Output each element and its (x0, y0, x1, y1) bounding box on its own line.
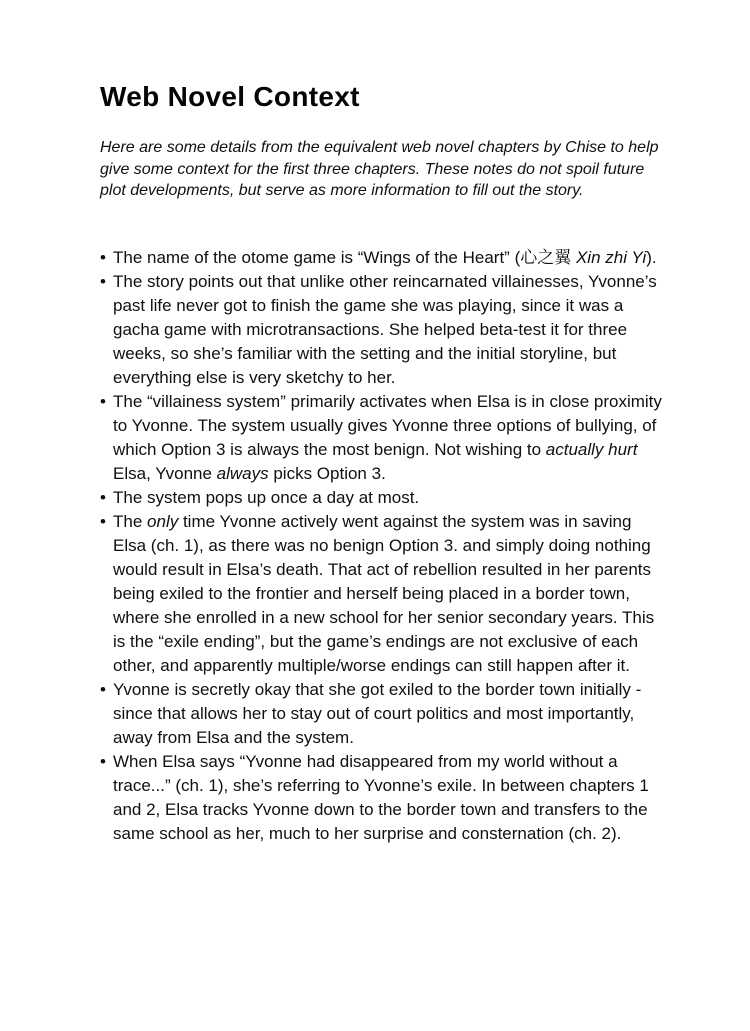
text-segment: time Yvonne actively went against the system was in saving Elsa (ch. 1), as there was no benign Option 3. and simply doing nothing would result in Elsa’s death. That act of rebellion resulted in her parents being exiled to the frontier and herself being placed in a border town, where she enrolled in a new school for her senior secondary years. This is the “exile ending”, but the game’s endings are not exclusive of each other, and apparently multiple/worse endings can still happen after it. (113, 511, 655, 675)
list-item (100, 270, 662, 390)
italic-text-segment: actually hurt (545, 439, 638, 459)
text-segment: The (113, 511, 148, 531)
text-segment: Yvonne is secretly okay that she got exiled to the border town initially - since that allows her to stay out of court politics and most importantly, away from Elsa and the system. (113, 679, 642, 747)
text-segment: When Elsa says “Yvonne had disappeared from my world without a trace...” (ch. 1), she’s referring to Yvonne’s exile. In between chapters 1 and 2, Elsa tracks Yvonne down to the border town and transfers to the same school as her, much to her surprise and consternation (ch. 2). (113, 751, 649, 843)
text-segment: Elsa, Yvonne (113, 463, 217, 483)
list-item (100, 750, 662, 846)
italic-text-segment: always (216, 463, 269, 483)
italic-text-segment: Xin zhi Yi (575, 247, 647, 267)
text-segment: picks Option 3. (268, 463, 386, 483)
notes-list (100, 246, 662, 846)
text-segment: The story points out that unlike other reincarnated villainesses, Yvonne’s past life never got to finish the game she was playing, since it was a gacha game with microtransactions. She helped beta-test it for three weeks, so she’s familiar with the setting and the initial storyline, but everything else is very sketchy to her. (113, 271, 657, 387)
list-item (100, 246, 662, 270)
text-segment: The system pops up once a day at most. (113, 487, 420, 507)
italic-text-segment: only (147, 511, 179, 531)
list-item (100, 390, 662, 486)
text-segment: ). (646, 247, 657, 267)
list-item (100, 486, 662, 510)
list-item (100, 678, 662, 750)
intro-paragraph: Here are some details from the equivalent web novel chapters by Chise to help give some context for the first three chapters. These notes do not spoil future plot developments, but serve as more information to fill out the story. (100, 139, 659, 199)
list-item (100, 510, 662, 678)
text-segment: The name of the otome game is “Wings of the Heart” (心之翼 (113, 247, 576, 267)
text-segment: The “villainess system” primarily activates when Elsa is in close proximity to Yvonne. The system usually gives Yvonne three options of bullying, of which Option 3 is always the most benign. Not wishing to (113, 391, 662, 459)
page-title: Web Novel Context (100, 81, 360, 112)
